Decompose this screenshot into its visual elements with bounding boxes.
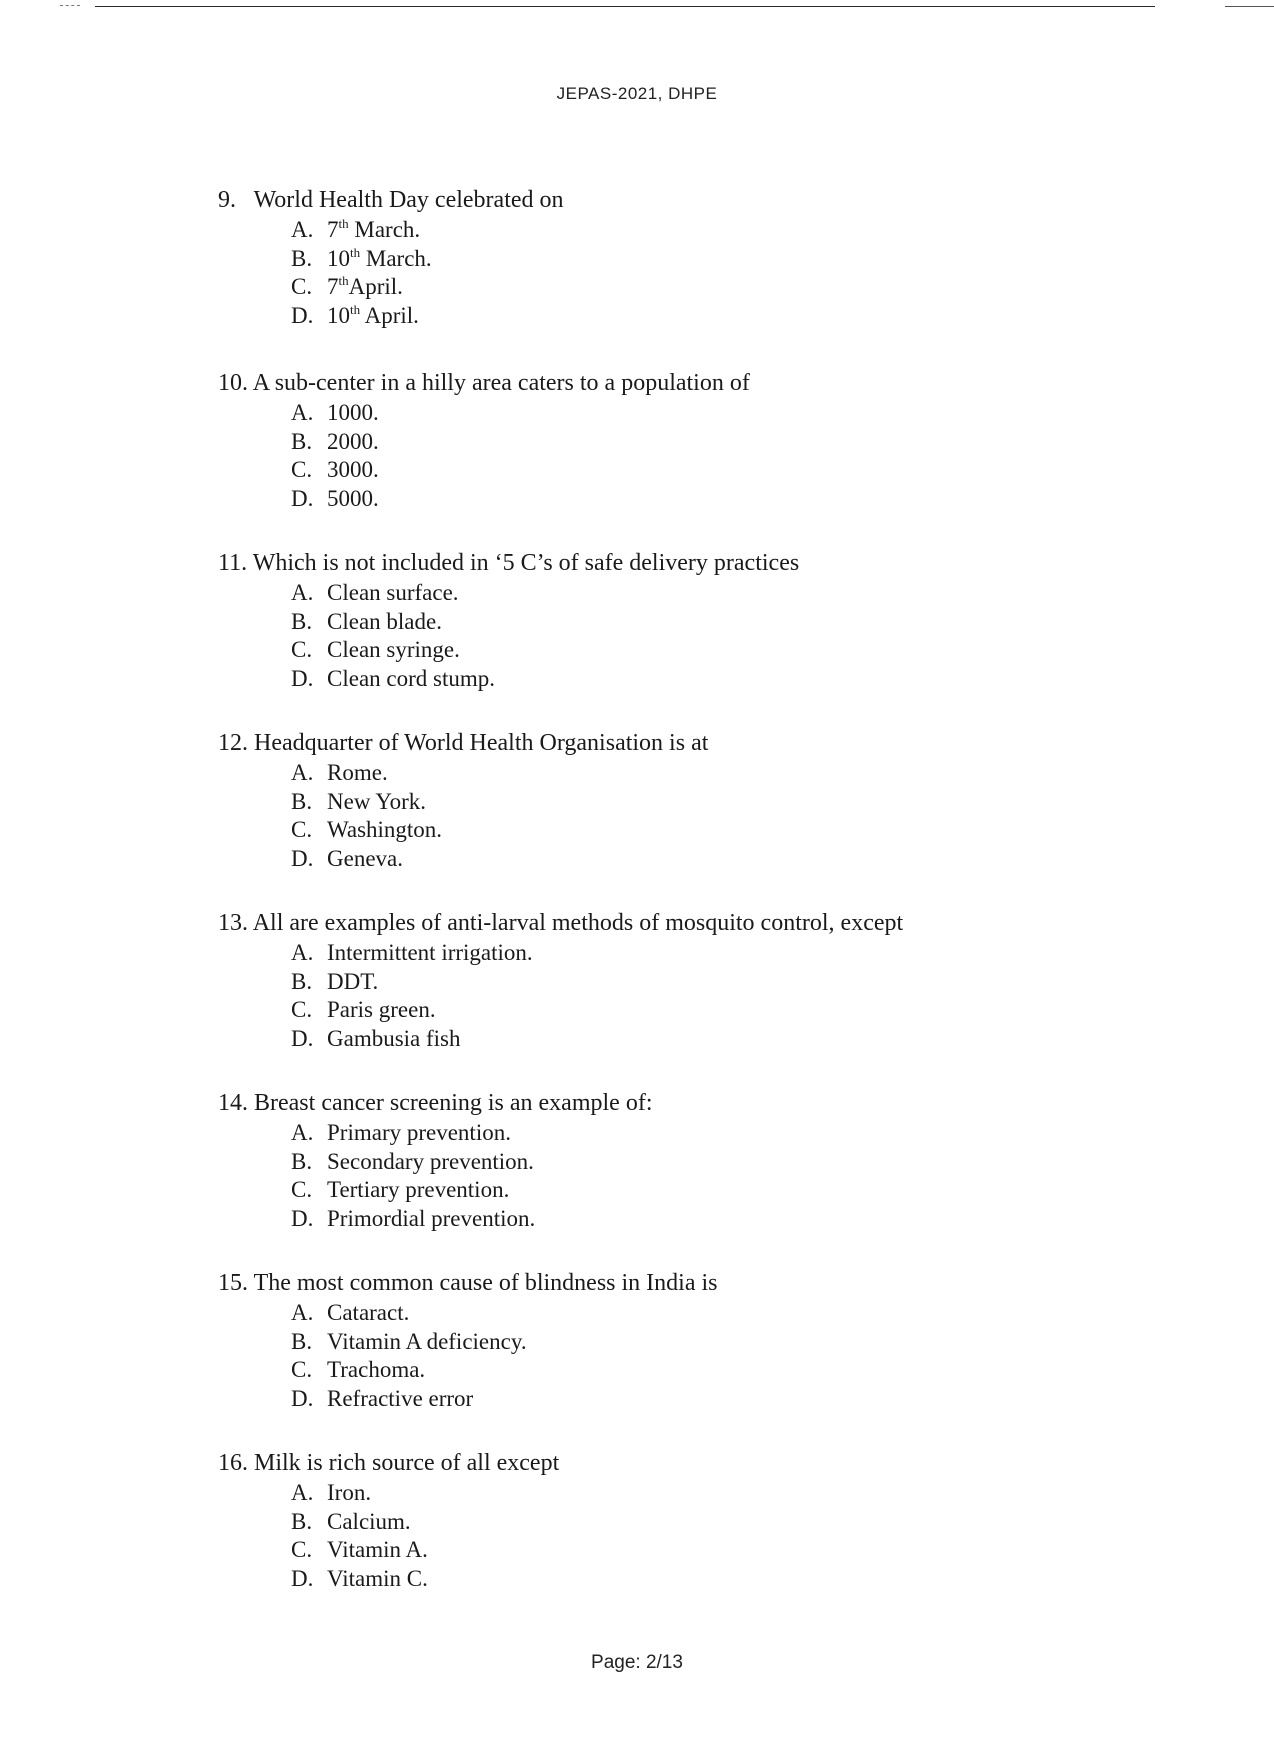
option-list	[218, 759, 978, 873]
question-text: A sub-center in a hilly area caters to a population of	[252, 370, 750, 396]
option-c: C. Paris green.	[291, 997, 436, 1022]
question-11	[218, 549, 978, 729]
question-stem	[218, 729, 978, 759]
top-rule-edge	[1225, 6, 1274, 7]
option-c: C. 3000.	[291, 457, 379, 482]
question-text: Milk is rich source of all except	[254, 1450, 560, 1476]
question-number: 15.	[218, 1270, 248, 1296]
question-number: 9.	[218, 187, 236, 213]
question-stem	[218, 1449, 978, 1479]
option-c: C. Vitamin A.	[291, 1537, 428, 1562]
option-d: D. Geneva.	[291, 845, 403, 871]
option-b: B. 2000.	[291, 428, 379, 454]
option-d: D. Vitamin C.	[291, 1565, 428, 1591]
option-d: D. 5000.	[291, 485, 379, 511]
option-list	[218, 399, 978, 513]
option-c: C. 7thApril.	[291, 273, 403, 299]
option-d: D. 10th April.	[291, 301, 419, 328]
option-a: A. Iron.	[291, 1480, 372, 1505]
question-text: Headquarter of World Health Organisation is at	[254, 730, 709, 756]
option-c: C. Trachoma.	[291, 1357, 426, 1382]
option-b: B. New York.	[291, 788, 427, 814]
option-d: D. Primordial prevention.	[291, 1205, 536, 1231]
option-b: B. DDT.	[291, 968, 379, 994]
option-d: D. Refractive error	[291, 1385, 474, 1411]
question-text: All are examples of anti-larval methods of mosquito control, except	[252, 910, 904, 936]
question-10	[218, 369, 978, 549]
option-a: A. Cataract.	[291, 1300, 410, 1325]
page-header: JEPAS-2021, DHPE	[556, 84, 718, 103]
option-b: B. 10th March.	[291, 244, 432, 271]
question-15	[218, 1269, 978, 1449]
option-list	[218, 1479, 978, 1593]
question-stem	[218, 186, 978, 216]
option-list	[218, 1299, 978, 1413]
question-list	[218, 186, 978, 1629]
question-number: 11.	[218, 550, 248, 576]
question-stem	[218, 549, 978, 579]
page-number: Page: 2/13	[591, 1652, 683, 1673]
question-14	[218, 1089, 978, 1269]
question-stem	[218, 909, 978, 939]
option-b: B. Calcium.	[291, 1508, 411, 1534]
option-list	[218, 1119, 978, 1233]
option-list	[218, 939, 978, 1053]
option-d: D. Clean cord stump.	[291, 665, 495, 691]
option-a: A. Rome.	[291, 760, 388, 785]
question-number: 16.	[218, 1450, 248, 1476]
option-c: C. Washington.	[291, 817, 443, 842]
question-number: 14.	[218, 1090, 248, 1116]
scan-edge-mark	[60, 5, 80, 6]
question-stem	[218, 369, 978, 399]
question-13	[218, 909, 978, 1089]
question-text: Breast cancer screening is an example of:	[254, 1090, 653, 1116]
question-text: The most common cause of blindness in India is	[253, 1270, 718, 1296]
option-b: B. Clean blade.	[291, 608, 442, 634]
question-text: Which is not included in ‘5 C’s of safe delivery practices	[252, 550, 800, 576]
question-stem	[218, 1269, 978, 1299]
option-b: B. Vitamin A deficiency.	[291, 1328, 527, 1354]
option-a: A. Clean surface.	[291, 580, 459, 605]
question-number: 10.	[218, 370, 248, 396]
option-c: C. Clean syringe.	[291, 637, 460, 662]
top-rule	[95, 6, 1155, 7]
option-d: D. Gambusia fish	[291, 1025, 461, 1051]
option-list	[218, 216, 978, 330]
question-12	[218, 729, 978, 909]
option-a: A. 7th March.	[291, 216, 421, 242]
question-number: 12.	[218, 730, 248, 756]
option-a: A. 1000.	[291, 400, 379, 425]
option-a: A. Intermittent irrigation.	[291, 940, 533, 965]
question-9	[218, 186, 978, 369]
option-c: C. Tertiary prevention.	[291, 1177, 510, 1202]
question-text: World Health Day celebrated on	[253, 187, 564, 213]
question-stem	[218, 1089, 978, 1119]
option-b: B. Secondary prevention.	[291, 1148, 534, 1174]
option-a: A. Primary prevention.	[291, 1120, 511, 1145]
question-number: 13.	[218, 910, 248, 936]
question-16	[218, 1449, 978, 1629]
option-list	[218, 579, 978, 693]
